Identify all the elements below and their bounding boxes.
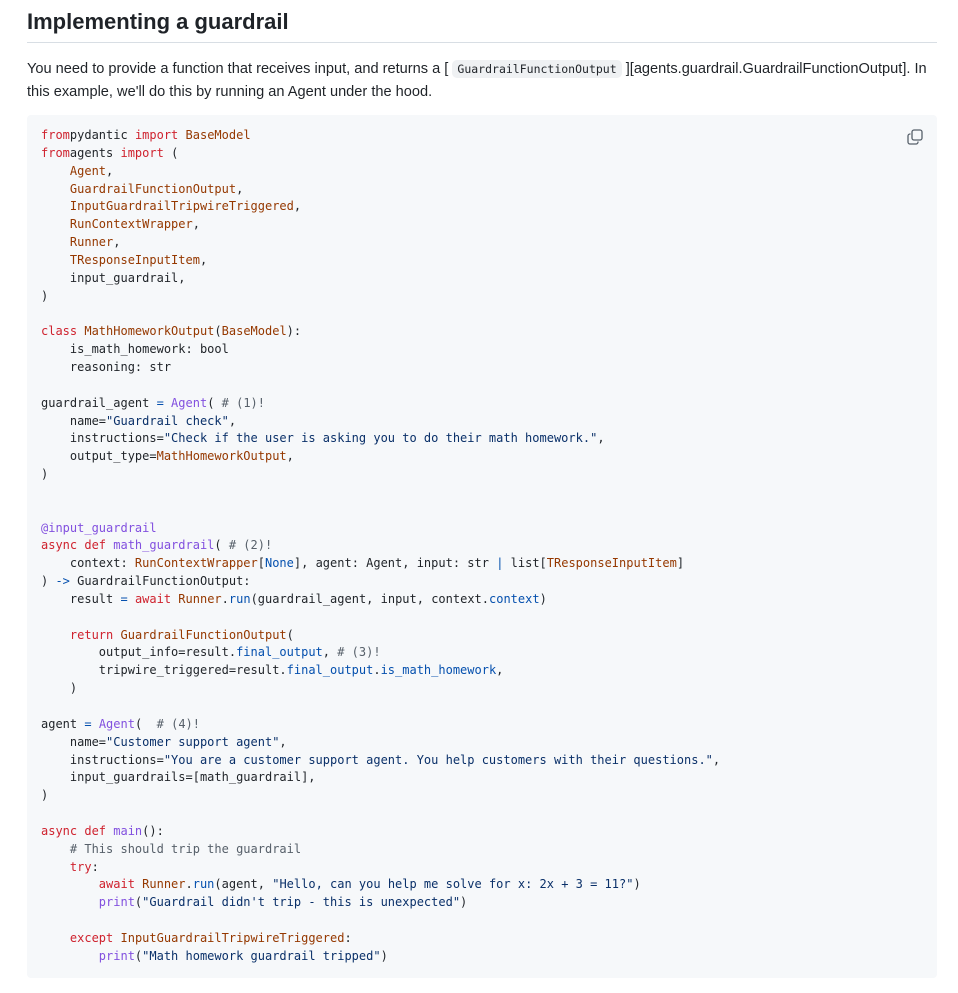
code-token: , bbox=[279, 734, 287, 749]
code-token: ( bbox=[134, 716, 157, 731]
code-token: input_guardrails=[math_guardrail], bbox=[41, 770, 316, 785]
code-line bbox=[41, 753, 720, 767]
code-token: Agent bbox=[69, 163, 107, 178]
code-line bbox=[41, 521, 157, 535]
code-token bbox=[41, 217, 70, 231]
code-token: "You are a customer support agent. You help customers with their questions." bbox=[163, 752, 713, 767]
code-line bbox=[41, 538, 272, 552]
code-line bbox=[41, 681, 77, 695]
code-token: ) bbox=[41, 788, 49, 803]
code-token: list[ bbox=[503, 556, 547, 571]
code-token: await bbox=[98, 877, 135, 892]
code-token: GuardrailFunctionOutput: bbox=[69, 574, 251, 589]
code-token: @input_guardrail bbox=[41, 520, 157, 535]
intro-paragraph bbox=[27, 58, 939, 104]
code-token: Runner bbox=[134, 877, 186, 892]
code-token: , bbox=[228, 413, 237, 428]
code-token: agents bbox=[69, 145, 121, 160]
code-token: MathHomeworkOutput bbox=[77, 324, 215, 339]
code-token: ], agent: Agent, input: str bbox=[293, 556, 497, 571]
code-line bbox=[41, 931, 352, 945]
code-token: run bbox=[228, 591, 251, 606]
code-token: , bbox=[496, 663, 504, 678]
code-token: ) bbox=[380, 948, 388, 963]
code-content bbox=[41, 127, 720, 966]
code-token: input_guardrail, bbox=[41, 270, 186, 285]
code-line bbox=[41, 628, 294, 642]
code-token: ) bbox=[633, 877, 641, 892]
code-token: ) bbox=[41, 681, 78, 696]
code-token: : bbox=[344, 930, 352, 945]
code-token: "Check if the user is asking you to do their math homework." bbox=[163, 431, 598, 446]
code-token: , bbox=[236, 181, 244, 196]
code-token: ) bbox=[41, 467, 49, 482]
code-token: return bbox=[69, 627, 114, 642]
code-token: print bbox=[98, 948, 135, 963]
code-token: # (3)! bbox=[337, 645, 381, 660]
code-token: "Math homework guardrail tripped" bbox=[142, 948, 381, 963]
code-line bbox=[41, 717, 200, 731]
code-token: instructions= bbox=[41, 431, 164, 446]
code-token bbox=[41, 199, 70, 213]
code-token: "Guardrail check" bbox=[106, 413, 229, 428]
code-token bbox=[41, 164, 70, 178]
code-token bbox=[41, 235, 70, 249]
code-token: GuardrailFunctionOutput bbox=[113, 627, 287, 642]
code-token: ): bbox=[286, 324, 302, 339]
section-heading: Implementing a guardrail bbox=[27, 9, 289, 34]
code-line bbox=[41, 770, 316, 784]
code-token: (agent, bbox=[214, 877, 273, 892]
code-line bbox=[41, 360, 171, 374]
code-token: ( bbox=[207, 395, 222, 410]
code-token: context: bbox=[41, 556, 135, 571]
code-line bbox=[41, 592, 547, 606]
copy-icon[interactable] bbox=[907, 129, 923, 145]
code-token: ( bbox=[134, 948, 143, 963]
code-token: output_type= bbox=[41, 449, 157, 464]
code-token: ) bbox=[539, 591, 547, 606]
code-token: import bbox=[120, 145, 164, 160]
code-token: except bbox=[69, 930, 114, 945]
code-token: ] bbox=[676, 556, 685, 571]
code-token: RunContextWrapper bbox=[69, 217, 193, 232]
code-line bbox=[41, 146, 178, 160]
code-token bbox=[41, 253, 70, 267]
code-token: InputGuardrailTripwireTriggered bbox=[113, 930, 345, 945]
code-token: final_output bbox=[286, 663, 374, 678]
code-line bbox=[41, 824, 164, 838]
code-token: , bbox=[597, 431, 605, 446]
code-token: run bbox=[192, 877, 215, 892]
code-token: async def bbox=[41, 538, 107, 553]
code-line bbox=[41, 735, 287, 749]
code-token: = bbox=[156, 395, 164, 410]
code-line bbox=[41, 860, 99, 874]
code-token: . bbox=[221, 591, 229, 606]
code-token: is_math_homework bbox=[380, 663, 497, 678]
code-token: "Guardrail didn't trip - this is unexpected" bbox=[142, 895, 461, 910]
code-token: , bbox=[712, 752, 721, 767]
code-token: tripwire_triggered=result. bbox=[41, 663, 287, 678]
code-token: , bbox=[293, 199, 302, 214]
code-token: "Hello, can you help me solve for x: 2x + 3 = 11?" bbox=[272, 877, 634, 892]
code-token: # (4)! bbox=[156, 716, 200, 731]
code-line bbox=[41, 342, 229, 356]
code-token: ( bbox=[214, 324, 222, 339]
code-token: . bbox=[373, 663, 381, 678]
code-token: final_output bbox=[236, 645, 323, 660]
code-token bbox=[41, 628, 70, 642]
code-line bbox=[41, 788, 48, 802]
code-token: , bbox=[113, 235, 121, 250]
code-token: = bbox=[84, 716, 92, 731]
code-token: : bbox=[91, 859, 99, 874]
code-token: context bbox=[489, 591, 540, 606]
code-token: = bbox=[120, 591, 128, 606]
code-token: ( bbox=[163, 145, 179, 160]
code-token bbox=[41, 877, 99, 891]
code-line bbox=[41, 324, 301, 338]
code-token: [ bbox=[257, 556, 265, 571]
code-token: BaseModel bbox=[178, 128, 251, 142]
code-token: TResponseInputItem bbox=[546, 556, 677, 571]
code-line bbox=[41, 645, 381, 659]
code-line bbox=[41, 235, 121, 249]
code-token: ) bbox=[41, 288, 49, 303]
code-token: , bbox=[199, 252, 208, 267]
code-line bbox=[41, 414, 236, 428]
code-token: , bbox=[106, 163, 114, 178]
code-token: reasoning: str bbox=[41, 359, 172, 374]
intro-text-before: You need to provide a function that receives input, and returns a [ bbox=[27, 61, 453, 77]
code-token: # (2)! bbox=[228, 538, 273, 553]
code-token bbox=[41, 860, 70, 874]
code-token: ( bbox=[286, 627, 294, 642]
code-token: BaseModel bbox=[221, 324, 287, 339]
code-token: is_math_homework: bool bbox=[41, 342, 229, 357]
code-token: class bbox=[41, 324, 78, 339]
code-token: import bbox=[134, 128, 179, 142]
code-token: Agent bbox=[91, 716, 135, 731]
code-token: try bbox=[69, 859, 92, 874]
code-line bbox=[41, 289, 48, 303]
intro-text-after: ][agents.guardrail.GuardrailFunctionOutput]. In this example, we'll do this by running an Agent under the hood. bbox=[27, 61, 927, 100]
code-token bbox=[41, 931, 70, 945]
code-token: ( bbox=[134, 895, 143, 910]
code-token: None bbox=[264, 556, 294, 571]
code-block bbox=[27, 115, 937, 978]
code-token: RunContextWrapper bbox=[134, 556, 258, 571]
code-line bbox=[41, 449, 294, 463]
code-line bbox=[41, 217, 200, 231]
code-token: ) bbox=[41, 574, 56, 589]
code-token: name= bbox=[41, 413, 107, 428]
copy-button[interactable] bbox=[905, 127, 925, 147]
code-token: main bbox=[106, 823, 143, 838]
code-token: ( bbox=[214, 538, 229, 553]
code-line bbox=[41, 842, 301, 856]
code-token: guardrail_agent bbox=[41, 395, 157, 410]
code-token: from bbox=[41, 128, 70, 142]
code-token: output_info=result. bbox=[41, 645, 237, 660]
code-line bbox=[41, 895, 467, 909]
code-line bbox=[41, 877, 641, 891]
code-token: async def bbox=[41, 823, 107, 838]
code-token: MathHomeworkOutput bbox=[156, 449, 287, 464]
code-line bbox=[41, 574, 251, 588]
code-token: , bbox=[192, 217, 200, 232]
code-token: math_guardrail bbox=[106, 538, 215, 553]
code-token: Runner bbox=[171, 591, 222, 606]
code-token bbox=[41, 895, 99, 909]
code-token: Runner bbox=[69, 235, 114, 250]
code-line bbox=[41, 949, 388, 963]
code-line bbox=[41, 396, 265, 410]
code-token: await bbox=[127, 591, 172, 606]
inline-code: GuardrailFunctionOutput bbox=[452, 60, 621, 78]
code-line bbox=[41, 467, 48, 481]
code-token: print bbox=[98, 895, 135, 910]
code-token: name= bbox=[41, 734, 107, 749]
code-line bbox=[41, 271, 186, 285]
code-line bbox=[41, 253, 207, 267]
code-line bbox=[41, 663, 503, 677]
code-token: TResponseInputItem bbox=[69, 252, 200, 267]
code-token: (guardrail_agent, input, context. bbox=[250, 591, 489, 606]
code-token: pydantic bbox=[69, 128, 135, 142]
code-token: # (1)! bbox=[221, 395, 265, 410]
code-token: "Customer support agent" bbox=[106, 734, 280, 749]
code-token: GuardrailFunctionOutput bbox=[69, 181, 237, 196]
code-line bbox=[41, 431, 605, 445]
code-line bbox=[41, 128, 251, 142]
code-token: (): bbox=[142, 823, 164, 838]
code-token: , bbox=[322, 645, 338, 660]
code-line bbox=[41, 199, 301, 213]
code-token bbox=[41, 182, 70, 196]
code-line bbox=[41, 164, 113, 178]
heading-divider bbox=[27, 42, 937, 43]
code-token: instructions= bbox=[41, 752, 164, 767]
code-line bbox=[41, 182, 243, 196]
code-token: ) bbox=[460, 895, 468, 910]
code-token: InputGuardrailTripwireTriggered bbox=[69, 199, 294, 214]
code-token: # This should trip the guardrail bbox=[41, 841, 302, 856]
code-line bbox=[41, 556, 684, 570]
code-token: Agent bbox=[163, 395, 208, 410]
code-token: -> bbox=[55, 574, 70, 589]
code-token: , bbox=[286, 449, 294, 464]
code-token: . bbox=[185, 877, 193, 892]
code-token: | bbox=[496, 556, 504, 571]
code-token: result bbox=[41, 591, 121, 606]
code-token: agent bbox=[41, 716, 85, 731]
code-token: from bbox=[41, 145, 70, 160]
code-token bbox=[41, 949, 99, 963]
